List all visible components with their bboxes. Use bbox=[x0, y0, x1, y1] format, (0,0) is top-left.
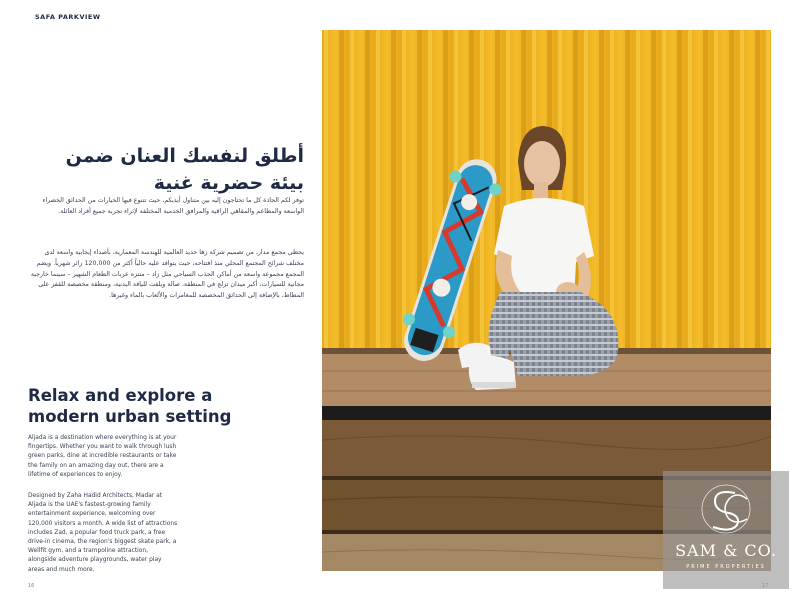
brand-header: SAFA PARKVIEW bbox=[35, 13, 101, 21]
monogram-icon bbox=[663, 479, 789, 539]
english-paragraph-2: Designed by Zaha Hadid Architects, Madar at Aljada is the UAE's fastest-growing family entertainment experience, welcoming over 120,000 visitors a month. A wide list of attractions includes Zad, a popular food truck park, a free drive-in cinema, the region's biggest skate park, a Wellfit gym, and a trampoline attraction, alongside adventure playgrounds, water play areas and much more. bbox=[28, 493, 178, 573]
arabic-heading bbox=[60, 143, 304, 197]
watermark-name: SAM & CO. bbox=[675, 541, 777, 560]
wood-plank-1 bbox=[322, 420, 771, 476]
english-heading-line2: modern urban setting bbox=[28, 407, 232, 426]
watermark-logo bbox=[663, 471, 789, 589]
arabic-heading-line1: أطلق لنفسك العنان ضمن bbox=[65, 145, 304, 167]
arabic-paragraph-2: يحظى مجمع مدار، من تصميم شركة زها حديد العالمية للهندسة المعمارية، بأصداء إيجابية واسعة لدى مختلف شرائح المجتمع المحلي منذ افتتاحه، حيث يتوافد عليه حالياً أكثر من 120,000 زائر شهرياً. ويضم المجمع مجموعة واسعة من أماكن الجذب السياحي مثل زاد – منتزه عربات الطعام الشهير – سينما خارجية مجانية للسيارات، أكبر ميدان تزلج في المنطقة، صالة ويلفت للياقة البدنية، ومنطقة مخصصة للقفز على المطاط، بالإضافة إلى الحدائق المخصصة للمغامرات والألعاب بالماء وغيرها. bbox=[30, 249, 304, 300]
watermark-subtitle: PRIME PROPERTIES bbox=[686, 564, 766, 570]
english-paragraph-1: Aljada is a destination where everything is at your fingertips. Whether you want to walk through lush green parks, dine at incredible restaurants or take the family on an amazing day out, there are a lifetime of experiences to enjoy. bbox=[28, 435, 177, 478]
arabic-paragraph-1: توفر لكم الجادة كل ما تحتاجون إليه بين متناول أيديكم، حيث تتنوع فيها الخيارات من الحدائق الخضراء الواسعة والمطاعم والمقاهي الراقية والمرافق الخدمية المختلفة لإثراء تجربة جميع أفراد العائلة. bbox=[42, 197, 304, 215]
arabic-heading-line2: بيئة حضرية غنية bbox=[153, 172, 304, 194]
english-heading bbox=[28, 385, 268, 427]
english-heading-line1: Relax and explore a bbox=[28, 386, 213, 405]
page-number-left: 16 bbox=[28, 583, 35, 589]
ledge-shadow bbox=[322, 406, 771, 420]
